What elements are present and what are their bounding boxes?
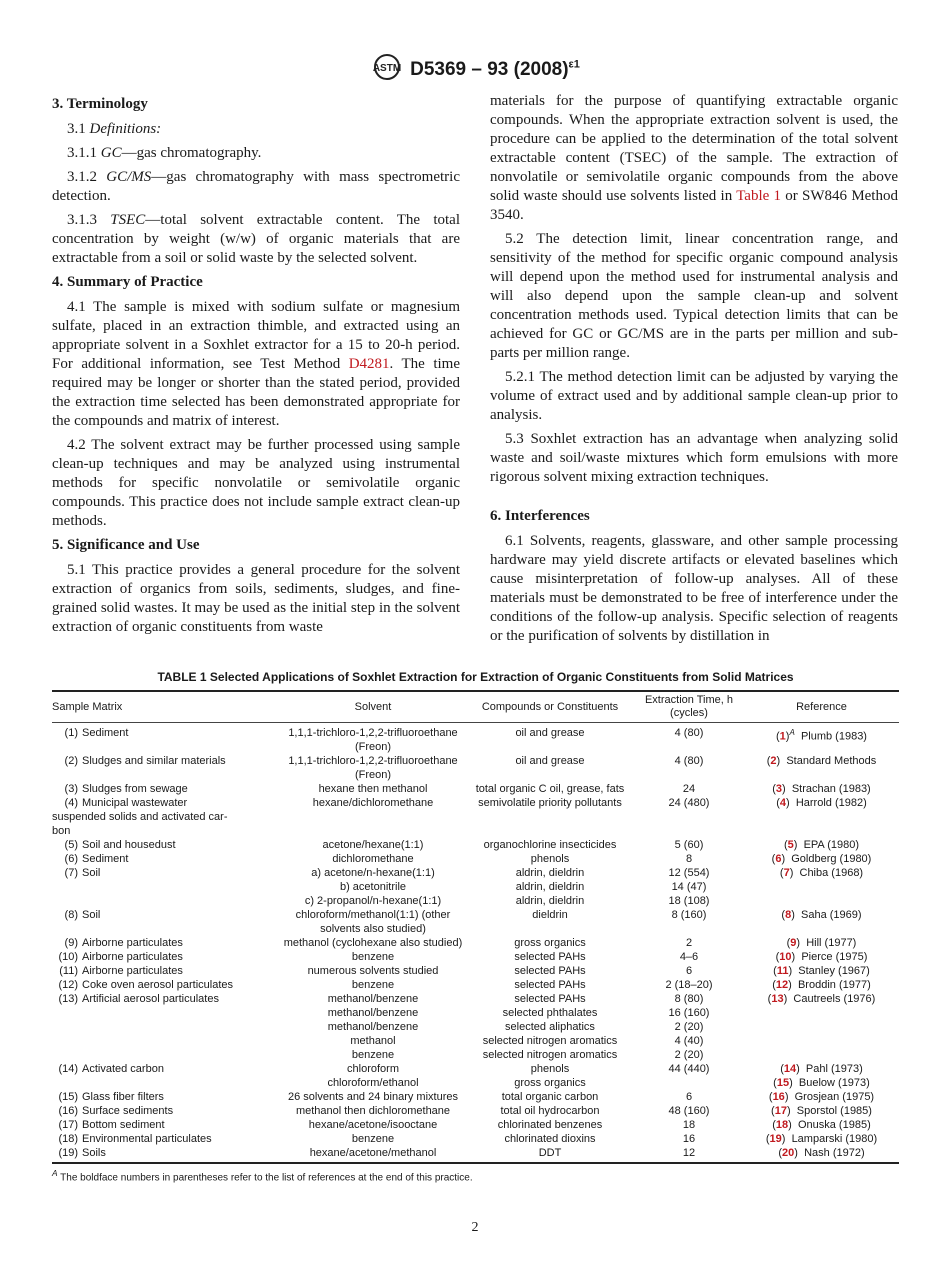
compounds-cell: oil and grease	[515, 755, 585, 767]
solvent-cell: dichloromethane	[332, 853, 414, 865]
epsilon-superscript: ε1	[568, 58, 580, 71]
reference-cell: (18) Onuska (1985)	[772, 1119, 871, 1131]
reference-author: Sporstol (1985)	[796, 1105, 872, 1117]
sample-matrix: Artificial aerosol particulates	[82, 993, 219, 1005]
reference-number-link[interactable]: 2	[770, 755, 777, 767]
reference-cell	[744, 880, 899, 894]
compounds-cell: phenols	[530, 853, 570, 865]
solvent-cell: methanol	[350, 1035, 396, 1047]
extraction-time-cell: 44 (440)	[668, 1063, 710, 1075]
extraction-time-cell: 2 (18–20)	[665, 979, 713, 991]
extraction-time-cell: 6	[685, 1091, 693, 1103]
compounds-cell: gross organics	[514, 937, 586, 949]
extraction-time-cell: 24	[682, 783, 696, 795]
sample-matrix-cell	[52, 908, 280, 936]
table-row	[52, 936, 899, 950]
solvent-cell: b) acetonitrile	[339, 881, 407, 893]
reference-number-link[interactable]: 14	[783, 1063, 797, 1075]
extraction-time-cell: 48 (160)	[668, 1105, 710, 1117]
sample-matrix-cell	[52, 1020, 280, 1034]
paragraph	[490, 532, 898, 646]
compounds-cell: selected phthalates	[502, 1007, 598, 1019]
reference-cell: (2) Standard Methods	[766, 755, 877, 767]
header-sample-matrix: Sample Matrix	[52, 691, 280, 723]
paragraph-text: or SW846 Method 3540.	[490, 188, 898, 223]
reference-author: Cautreels (1976)	[793, 993, 876, 1005]
extraction-time-cell: 12	[634, 1146, 744, 1163]
reference-author: Harrold (1982)	[795, 797, 867, 809]
reference-author: Lamparski (1980)	[791, 1133, 878, 1145]
soxhlet-applications-table	[52, 690, 899, 1164]
table-row	[52, 1020, 899, 1034]
header-solvent: Solvent	[280, 691, 466, 723]
row-number: (3)	[64, 783, 78, 795]
reference-cell	[744, 1006, 899, 1020]
solvent-cell: 1,1,1-trichloro-1,2,2-trifluoroethane (Freon)	[288, 755, 458, 781]
reference-cell: (7) Chiba (1968)	[779, 867, 864, 879]
reference-cell	[744, 1020, 899, 1034]
reference-number-link[interactable]: 20	[782, 1147, 795, 1159]
extraction-time-cell	[634, 1076, 744, 1090]
sample-matrix-cell	[52, 1132, 280, 1146]
solvent-cell: chloroform/ethanol	[327, 1077, 419, 1089]
table-row	[52, 866, 899, 880]
reference-author: Standard Methods	[786, 755, 877, 767]
reference-cell: (4) Harrold (1982)	[776, 797, 867, 809]
sample-matrix: Airborne particulates	[82, 951, 183, 963]
paragraph	[52, 168, 460, 206]
row-number: (16)	[58, 1105, 78, 1117]
compounds-cell: phenols	[530, 1063, 570, 1075]
table-row	[52, 1104, 899, 1118]
reference-number-link[interactable]: 8	[785, 909, 792, 921]
compounds-cell: chlorinated dioxins	[504, 1133, 596, 1145]
solvent-cell: chloroform	[347, 1063, 399, 1075]
table-row	[52, 1034, 899, 1048]
table-row	[52, 782, 899, 796]
solvent-cell: 1,1,1-trichloro-1,2,2-trifluoroethane (Freon)	[288, 727, 458, 753]
row-number: (6)	[64, 853, 78, 865]
paragraph	[52, 298, 460, 431]
sample-matrix: Bottom sediment	[82, 1119, 165, 1131]
sample-matrix: Surface sediments	[82, 1105, 174, 1117]
sample-matrix: Environmental particulates	[82, 1133, 212, 1145]
table-row	[52, 908, 899, 936]
table-row	[52, 950, 899, 964]
solvent-cell: c) 2-propanol/n-hexane(1:1)	[304, 895, 442, 907]
reference-number-link[interactable]: 7	[783, 867, 790, 879]
table-row	[52, 1048, 899, 1062]
solvent-cell: acetone/hexane(1:1)	[322, 839, 424, 851]
spacer	[490, 492, 898, 504]
solvent-cell: methanol/benzene	[327, 1007, 419, 1019]
compounds-cell: oil and grease	[515, 727, 585, 739]
reference-cell: (15) Buelow (1973)	[773, 1077, 870, 1089]
extraction-time-cell: 4 (80)	[674, 727, 704, 739]
sample-matrix-cell	[52, 1146, 280, 1163]
extraction-time-cell: 8	[685, 853, 693, 865]
row-number: (12)	[58, 979, 78, 991]
solvent-cell: numerous solvents studied	[307, 965, 439, 977]
compounds-cell: total organic carbon	[501, 1091, 599, 1103]
reference-author: Buelow (1973)	[798, 1077, 870, 1089]
compounds-cell: selected aliphatics	[505, 1021, 595, 1033]
compounds-cell: dieldrin	[532, 909, 568, 921]
row-number: (10)	[58, 951, 78, 963]
compounds-cell: selected nitrogen aromatics	[482, 1035, 618, 1047]
table-row	[52, 1090, 899, 1104]
compounds-cell: aldrin, dieldrin	[515, 895, 585, 907]
table-1	[52, 670, 899, 1183]
row-number: (7)	[64, 867, 78, 879]
compounds-cell: selected PAHs	[514, 993, 586, 1005]
extraction-time-cell: 4–6	[679, 951, 699, 963]
reference-cell	[744, 894, 899, 908]
cross-reference-link[interactable]: Table 1	[736, 188, 782, 204]
sample-matrix: Airborne particulates	[82, 937, 183, 949]
table-row	[52, 1118, 899, 1132]
sample-matrix: Airborne particulates	[82, 965, 183, 977]
svg-text:ASTM: ASTM	[372, 63, 402, 74]
reference-number-link[interactable]: 10	[779, 951, 792, 963]
header-extraction-time: Extraction Time, h (cycles)	[634, 691, 744, 723]
sample-matrix-cell	[52, 723, 280, 755]
sample-matrix-cell	[52, 936, 280, 950]
paragraph-text: 3.1.2	[67, 169, 107, 185]
sample-matrix-cell	[52, 1006, 280, 1020]
sample-matrix-cell	[52, 866, 280, 880]
reference-author: Stanley (1967)	[798, 965, 870, 977]
reference-number-link[interactable]: 18	[775, 1119, 789, 1131]
reference-author: Plumb (1983)	[800, 730, 867, 743]
reference-number-link[interactable]: 16	[772, 1091, 785, 1103]
sample-matrix-cell	[52, 1076, 280, 1090]
row-number: (4)	[64, 797, 78, 809]
reference-cell: (17) Sporstol (1985)	[771, 1105, 872, 1117]
solvent-cell: hexane/dichloromethane	[312, 797, 434, 809]
reference-number-link[interactable]: 15	[776, 1077, 790, 1089]
sample-matrix-cell	[52, 1104, 280, 1118]
sample-matrix-cell	[52, 1090, 280, 1104]
paragraph	[490, 368, 898, 425]
compounds-cell: total oil hydrocarbon	[500, 1105, 600, 1117]
reference-author: Broddin (1977)	[797, 979, 871, 991]
cross-reference-link[interactable]: D4281	[348, 356, 390, 372]
extraction-time-cell: 2 (20)	[674, 1049, 704, 1061]
solvent-cell: benzene	[351, 951, 395, 963]
reference-cell: (8) Saha (1969)	[781, 909, 862, 921]
reference-cell: (16) Grosjean (1975)	[768, 1091, 875, 1103]
extraction-time-cell: 24 (480)	[668, 797, 710, 809]
reference-author: EPA (1980)	[803, 839, 860, 851]
sample-matrix: Soil	[82, 867, 101, 879]
sample-matrix: Activated carbon	[82, 1063, 164, 1075]
paragraph-text: 3.1.1	[67, 145, 101, 161]
row-number: (5)	[64, 839, 78, 851]
paragraph-text: 5.3 Soxhlet extraction has an advantage when analyzing solid waste and soil/waste mixtures which form emulsions with more rigorous solvent mixing extraction techniques.	[490, 431, 898, 485]
right-text-column	[490, 92, 898, 651]
extraction-time-cell: 4 (80)	[674, 755, 704, 767]
compounds-cell: selected nitrogen aromatics	[482, 1049, 618, 1061]
table-row	[52, 964, 899, 978]
reference-number-link[interactable]: 4	[779, 797, 787, 809]
table-row	[52, 1146, 899, 1163]
reference-author: Chiba (1968)	[799, 867, 864, 879]
compounds-cell: total organic C oil, grease, fats	[475, 783, 625, 795]
extraction-time-cell: 2 (20)	[674, 1021, 704, 1033]
compounds-cell: selected PAHs	[514, 979, 586, 991]
table-title: TABLE 1 Selected Applications of Soxhlet Extraction for Extraction of Organic Constituents from Solid Matrices	[157, 670, 794, 684]
reference-cell	[744, 1048, 899, 1062]
table-row	[52, 1132, 899, 1146]
solvent-cell: benzene	[351, 1133, 395, 1145]
compounds-cell: aldrin, dieldrin	[515, 867, 585, 879]
reference-author: Hill (1977)	[806, 937, 857, 949]
sample-matrix: Soil	[82, 909, 101, 921]
paragraph-text: 6.1 Solvents, reagents, glassware, and other sample processing hardware may yield discrete artifacts or elevated baselines which cause misinterpretation of follow-up analyses. All of these materials must be demonstrated to be free of interference under the conditions of the follow-up analysis. Specific selection of reagents or the purification of solvents by distillation in	[490, 533, 898, 644]
table-row	[52, 978, 899, 992]
table-header-row	[52, 691, 899, 723]
footnote-mark: A	[52, 1168, 58, 1178]
left-text-column	[52, 92, 460, 642]
reference-author: Nash (1972)	[804, 1147, 865, 1159]
footnote-text: The boldface numbers in parentheses refer to the list of references at the end of this practice.	[57, 1172, 473, 1184]
table-row	[52, 1006, 899, 1020]
reference-number-link[interactable]: 5	[787, 839, 794, 851]
extraction-time-cell: 2	[685, 937, 693, 949]
reference-number-link[interactable]: 11	[776, 965, 789, 977]
reference-number-link[interactable]: 3	[775, 783, 783, 795]
header-reference: Reference	[744, 691, 899, 723]
row-number: (9)	[64, 937, 78, 949]
reference-cell: (11) Stanley (1967)	[773, 965, 870, 977]
astm-logo-icon	[370, 54, 404, 80]
page-header	[0, 54, 950, 81]
compounds-cell: gross organics	[514, 1077, 586, 1089]
reference-cell: (20) Nash (1972)	[744, 1146, 899, 1163]
paragraph-text: 3.1.3	[67, 212, 111, 228]
paragraph-text: —total solvent extractable content. The total concentration by weight (w/w) of organic materials that are extractable from a soil or solid waste by the selected solvent.	[52, 212, 460, 266]
paragraph-text: . The time required may be longer or shorter than the stated period, provided the extraction time selected has been demonstrated appropriate for the compounds and matrix of interest.	[52, 356, 460, 429]
reference-author: Pahl (1973)	[805, 1063, 863, 1075]
paragraph-text: 5.2 The detection limit, linear concentration range, and sensitivity of the method for specific organic compound analysis will depend upon the method used for instrumental analysis and will also depend upon the sample clean-up and solvent concentration methods used. Typical detection limits that can be achieved for GC or GC/MS are in the parts per million and sub-parts per million range.	[490, 231, 898, 361]
reference-author: Grosjean (1975)	[794, 1091, 875, 1103]
row-number: (2)	[64, 755, 78, 767]
extraction-time-cell: 18	[682, 1119, 696, 1131]
sample-matrix: Soils	[82, 1147, 106, 1159]
extraction-time-cell: 5 (60)	[674, 839, 704, 851]
row-number: (1)	[64, 727, 78, 739]
sample-matrix-cell	[52, 894, 280, 908]
section-heading: 6. Interferences	[490, 508, 590, 524]
reference-author: Saha (1969)	[801, 909, 862, 921]
reference-author: Onuska (1985)	[797, 1119, 871, 1131]
reference-author: Goldberg (1980)	[791, 853, 872, 865]
sample-matrix: Sediment	[82, 853, 129, 865]
section-heading: 5. Significance and Use	[52, 537, 200, 553]
paragraph	[52, 144, 460, 163]
table-row	[52, 1076, 899, 1090]
extraction-time-cell: 4 (40)	[674, 1035, 704, 1047]
reference-number-link[interactable]: 17	[774, 1105, 787, 1117]
row-number: (11)	[59, 965, 78, 977]
reference-number-link[interactable]: 6	[775, 853, 782, 865]
paragraph-text: —gas chromatography with mass spectrometric detection.	[52, 169, 460, 204]
compounds-cell: selected PAHs	[514, 951, 586, 963]
reference-cell: (13) Cautreels (1976)	[767, 993, 876, 1005]
table-footnote	[52, 1168, 899, 1183]
solvent-cell: hexane then methanol	[318, 783, 428, 795]
row-number: (8)	[64, 909, 78, 921]
paragraph-text: 3.1	[67, 121, 90, 137]
reference-cell: (10) Pierce (1975)	[775, 951, 868, 963]
paragraph	[490, 230, 898, 363]
standard-designation: D5369 – 93 (2008)	[410, 59, 569, 80]
reference-number-link[interactable]: 9	[790, 937, 797, 949]
solvent-cell: benzene	[351, 979, 395, 991]
reference-number-link[interactable]: 13	[771, 993, 784, 1005]
paragraph	[52, 436, 460, 531]
paragraph-text: materials for the purpose of quantifying extractable organic compounds. When the appropriate extraction solvent is used, the procedure can be applied to the determination of the total solvent extractable content (TSEC) of the sample. The extraction of nonvolatile or semivolatile organic compounds from the above solid waste should use solvents listed in	[490, 93, 898, 204]
compounds-cell: DDT	[466, 1146, 634, 1163]
solvent-cell: methanol/benzene	[327, 1021, 419, 1033]
extraction-time-cell: 16 (160)	[668, 1007, 710, 1019]
reference-number-link[interactable]: 12	[775, 979, 789, 991]
extraction-time-cell: 6	[685, 965, 693, 977]
extraction-time-cell: 16	[682, 1133, 696, 1145]
table-row	[52, 796, 899, 838]
sample-matrix-cell	[52, 796, 280, 838]
extraction-time-cell: 14 (47)	[671, 881, 707, 893]
extraction-time-cell: 12 (554)	[668, 867, 710, 879]
sample-matrix-cell	[52, 1062, 280, 1076]
defined-term: GC	[100, 145, 122, 161]
solvent-cell: a) acetone/n-hexane(1:1)	[311, 867, 435, 879]
extraction-time-cell: 18 (108)	[668, 895, 710, 907]
reference-cell: $(1)^A$ Plumb (1983)	[776, 728, 867, 743]
table-row	[52, 754, 899, 782]
compounds-cell: organochlorine insecticides	[483, 839, 617, 851]
row-number: (15)	[58, 1091, 78, 1103]
solvent-cell: methanol then dichloromethane	[295, 1105, 451, 1117]
paragraph	[490, 430, 898, 487]
compounds-cell: aldrin, dieldrin	[515, 881, 585, 893]
table-row	[52, 1062, 899, 1076]
solvent-cell: 26 solvents and 24 binary mixtures	[288, 1091, 458, 1103]
section-heading: 4. Summary of Practice	[52, 274, 203, 290]
sample-matrix-cell	[52, 1034, 280, 1048]
footnote-mark: A	[789, 728, 795, 737]
row-number: (17)	[58, 1119, 78, 1131]
solvent-cell: methanol (cyclohexane also studied)	[283, 937, 463, 949]
sample-matrix-cell	[52, 754, 280, 782]
table-row	[52, 894, 899, 908]
sample-matrix-cell	[52, 992, 280, 1006]
solvent-cell: methanol/benzene	[327, 993, 419, 1005]
sample-matrix-cell	[52, 838, 280, 852]
sample-matrix-cell	[52, 782, 280, 796]
reference-cell: (19) Lamparski (1980)	[765, 1133, 878, 1145]
compounds-cell: selected PAHs	[514, 965, 586, 977]
paragraph-text: 5.1 This practice provides a general procedure for the solvent extraction of organics from soils, sediments, sludges, and fine-grained solid wastes. It may be used as the initial step in the solvent extraction of organic constituents from waste	[52, 562, 460, 635]
extraction-time-cell: 8 (160)	[671, 909, 707, 921]
page-number: 2	[471, 1220, 479, 1235]
reference-cell: (12) Broddin (1977)	[772, 979, 871, 991]
solvent-cell: chloroform/methanol(1:1) (other solvents also studied)	[295, 909, 451, 935]
paragraph	[52, 211, 460, 268]
sample-matrix: Coke oven aerosol particulates	[82, 979, 234, 991]
defined-term: Definitions:	[89, 121, 162, 137]
paragraph	[52, 120, 460, 139]
reference-cell: (6) Goldberg (1980)	[771, 853, 872, 865]
solvent-cell: benzene	[351, 1049, 395, 1061]
paragraph	[490, 92, 898, 225]
reference-number-link[interactable]: 19	[769, 1133, 782, 1145]
sample-matrix-cell	[52, 880, 280, 894]
solvent-cell: hexane/acetone/isooctane	[308, 1119, 438, 1131]
sample-matrix-cell	[52, 978, 280, 992]
table-row	[52, 880, 899, 894]
reference-author: Pierce (1975)	[801, 951, 868, 963]
table-row	[52, 723, 899, 755]
reference-cell: (3) Strachan (1983)	[772, 783, 871, 795]
paragraph-text: 4.2 The solvent extract may be further processed using sample clean-up techniques and may be analyzed using instrumental methods for specific nonvolatile or semivolatile organic compounds. This practice does not include sample extract clean-up methods.	[52, 437, 460, 529]
reference-author: Strachan (1983)	[791, 783, 871, 795]
reference-cell: (9) Hill (1977)	[786, 937, 857, 949]
sample-matrix: Sediment	[82, 727, 129, 739]
sample-matrix: Soil and housedust	[82, 839, 176, 851]
row-number: (13)	[58, 993, 78, 1005]
reference-cell: (14) Pahl (1973)	[780, 1063, 863, 1075]
sample-matrix-cell	[52, 1048, 280, 1062]
paragraph-text: —gas chromatography.	[121, 145, 262, 161]
sample-matrix-cell	[52, 964, 280, 978]
sample-matrix: Municipal wastewater suspended solids and activated car- bon	[52, 797, 228, 837]
extraction-time-cell: 8 (80)	[674, 993, 704, 1005]
table-row	[52, 838, 899, 852]
solvent-cell: hexane/acetone/methanol	[280, 1146, 466, 1163]
compounds-cell: semivolatile priority pollutants	[478, 797, 622, 809]
table-row	[52, 852, 899, 866]
paragraph-text: 4.1 The sample is mixed with sodium sulfate or magnesium sulfate, placed in an extraction thimble, and extracted using an appropriate solvent in a Soxhlet extractor for a 15 to 20-h period. For additional information, see Test Method	[52, 299, 460, 372]
row-number: (18)	[58, 1133, 78, 1145]
sample-matrix-cell	[52, 852, 280, 866]
section-heading: 3. Terminology	[52, 96, 148, 112]
reference-number-link[interactable]: 1	[779, 730, 786, 743]
row-number: (14)	[58, 1063, 78, 1075]
sample-matrix: Sludges and similar materials	[82, 755, 226, 767]
reference-cell	[744, 1034, 899, 1048]
sample-matrix-cell	[52, 950, 280, 964]
paragraph	[52, 561, 460, 637]
row-number: (19)	[58, 1147, 78, 1159]
reference-cell: (5) EPA (1980)	[783, 839, 860, 851]
sample-matrix-cell	[52, 1118, 280, 1132]
defined-term: TSEC	[110, 212, 146, 228]
sample-matrix: Glass fiber filters	[82, 1091, 164, 1103]
table-row	[52, 992, 899, 1006]
compounds-cell: chlorinated benzenes	[497, 1119, 603, 1131]
sample-matrix: Sludges from sewage	[82, 783, 188, 795]
paragraph-text: 5.2.1 The method detection limit can be adjusted by varying the volume of extract used and by additional sample clean-up prior to analysis.	[490, 369, 898, 423]
header-compounds: Compounds or Constituents	[466, 691, 634, 723]
defined-term: GC/MS	[106, 169, 152, 185]
